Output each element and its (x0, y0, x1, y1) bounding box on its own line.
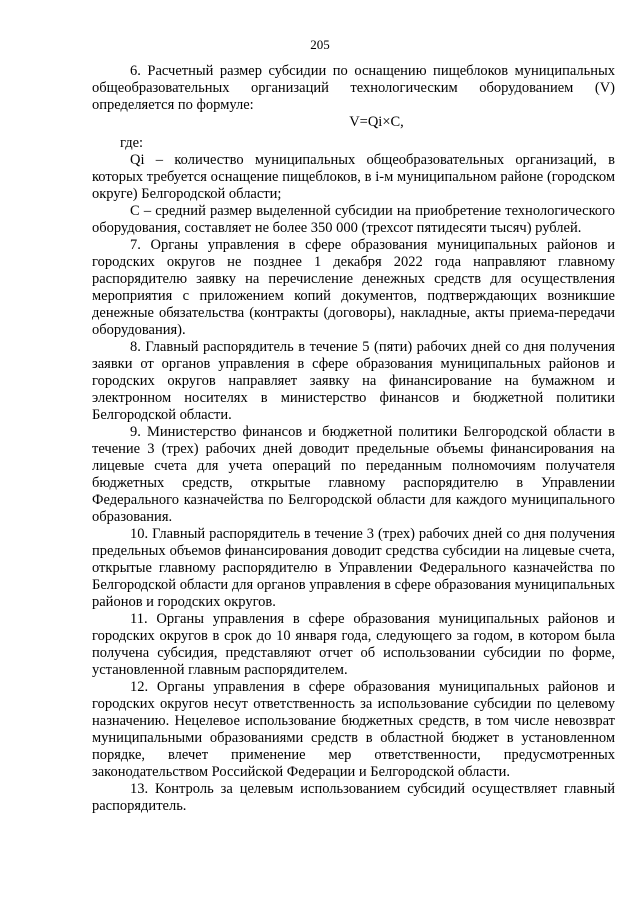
document-body (92, 63, 615, 815)
paragraph-13: 13. Контроль за целевым использованием субсидий осуществляет главный распорядитель. (92, 781, 615, 814)
paragraph-11: 11. Органы управления в сфере образования муниципальных районов и городских округов в срок до 10 января года, следующего за годом, в котором была получена субсидия, представляют отчет об использовании субсидии по форме, установленной главным распорядителем. (92, 611, 615, 678)
page-number: 205 (310, 37, 330, 52)
where-label: где: (120, 135, 144, 151)
paragraph-10: 10. Главный распорядитель в течение 3 (трех) рабочих дней со дня получения предельных объемов финансирования доводит средства субсидии на лицевые счета, открытые главному распорядителю в Управлении Федерального казначейства по Белгородской области для органов управления в сфере образования муниципальных районов и городских округов. (92, 526, 615, 610)
definition-c: С – средний размер выделенной субсидии на приобретение технологического оборудования, составляет не более 350 000 (трехсот пятидесяти тысяч) рублей. (92, 203, 615, 236)
paragraph-7: 7. Органы управления в сфере образования муниципальных районов и городских округов не позднее 1 декабря 2022 года направляют главному распорядителю заявку на перечисление денежных средств для осуществления мероприятия с приложением копий документов, подтверждающих возникшие денежные обязательства (контракты (договоры), накладные, акты приема-передачи оборудования). (92, 237, 615, 338)
formula: V=Qi×C, (349, 114, 404, 130)
paragraph-8: 8. Главный распорядитель в течение 5 (пяти) рабочих дней со дня получения заявки от органов управления в сфере образования муниципальных районов и городских округов направляет заявку на финансирование на бумажном и электронном носителях в министерство финансов и бюджетной политики Белгородской области. (92, 339, 615, 423)
paragraph-6: 6. Расчетный размер субсидии по оснащению пищеблоков муниципальных общеобразовательных организаций технологическим оборудованием (V) определяется по формуле: (92, 63, 615, 113)
definition-qi: Qi – количество муниципальных общеобразовательных организаций, в которых требуется оснащение пищеблоков, в i-м муниципальном районе (городском округе) Белгородской области; (92, 152, 615, 202)
paragraph-9: 9. Министерство финансов и бюджетной политики Белгородской области в течение 3 (трех) рабочих дней доводит предельные объемы финансирования на лицевые счета для учета операций по переданным полномочиям получателя бюджетных средств, открытые главному распорядителю в Управлении Федерального казначейства по Белгородской области для каждого муниципального образования. (92, 424, 615, 525)
paragraph-12: 12. Органы управления в сфере образования муниципальных районов и городских округов несут ответственность за использование субсидии по целевому назначению. Нецелевое использование бюджетных средств, в том числе невозврат муниципальными образованиями средств в областной бюджет в установленном порядке, влечет применение мер ответственности, предусмотренных законодательством Российской Федерации и Белгородской области. (92, 679, 615, 780)
